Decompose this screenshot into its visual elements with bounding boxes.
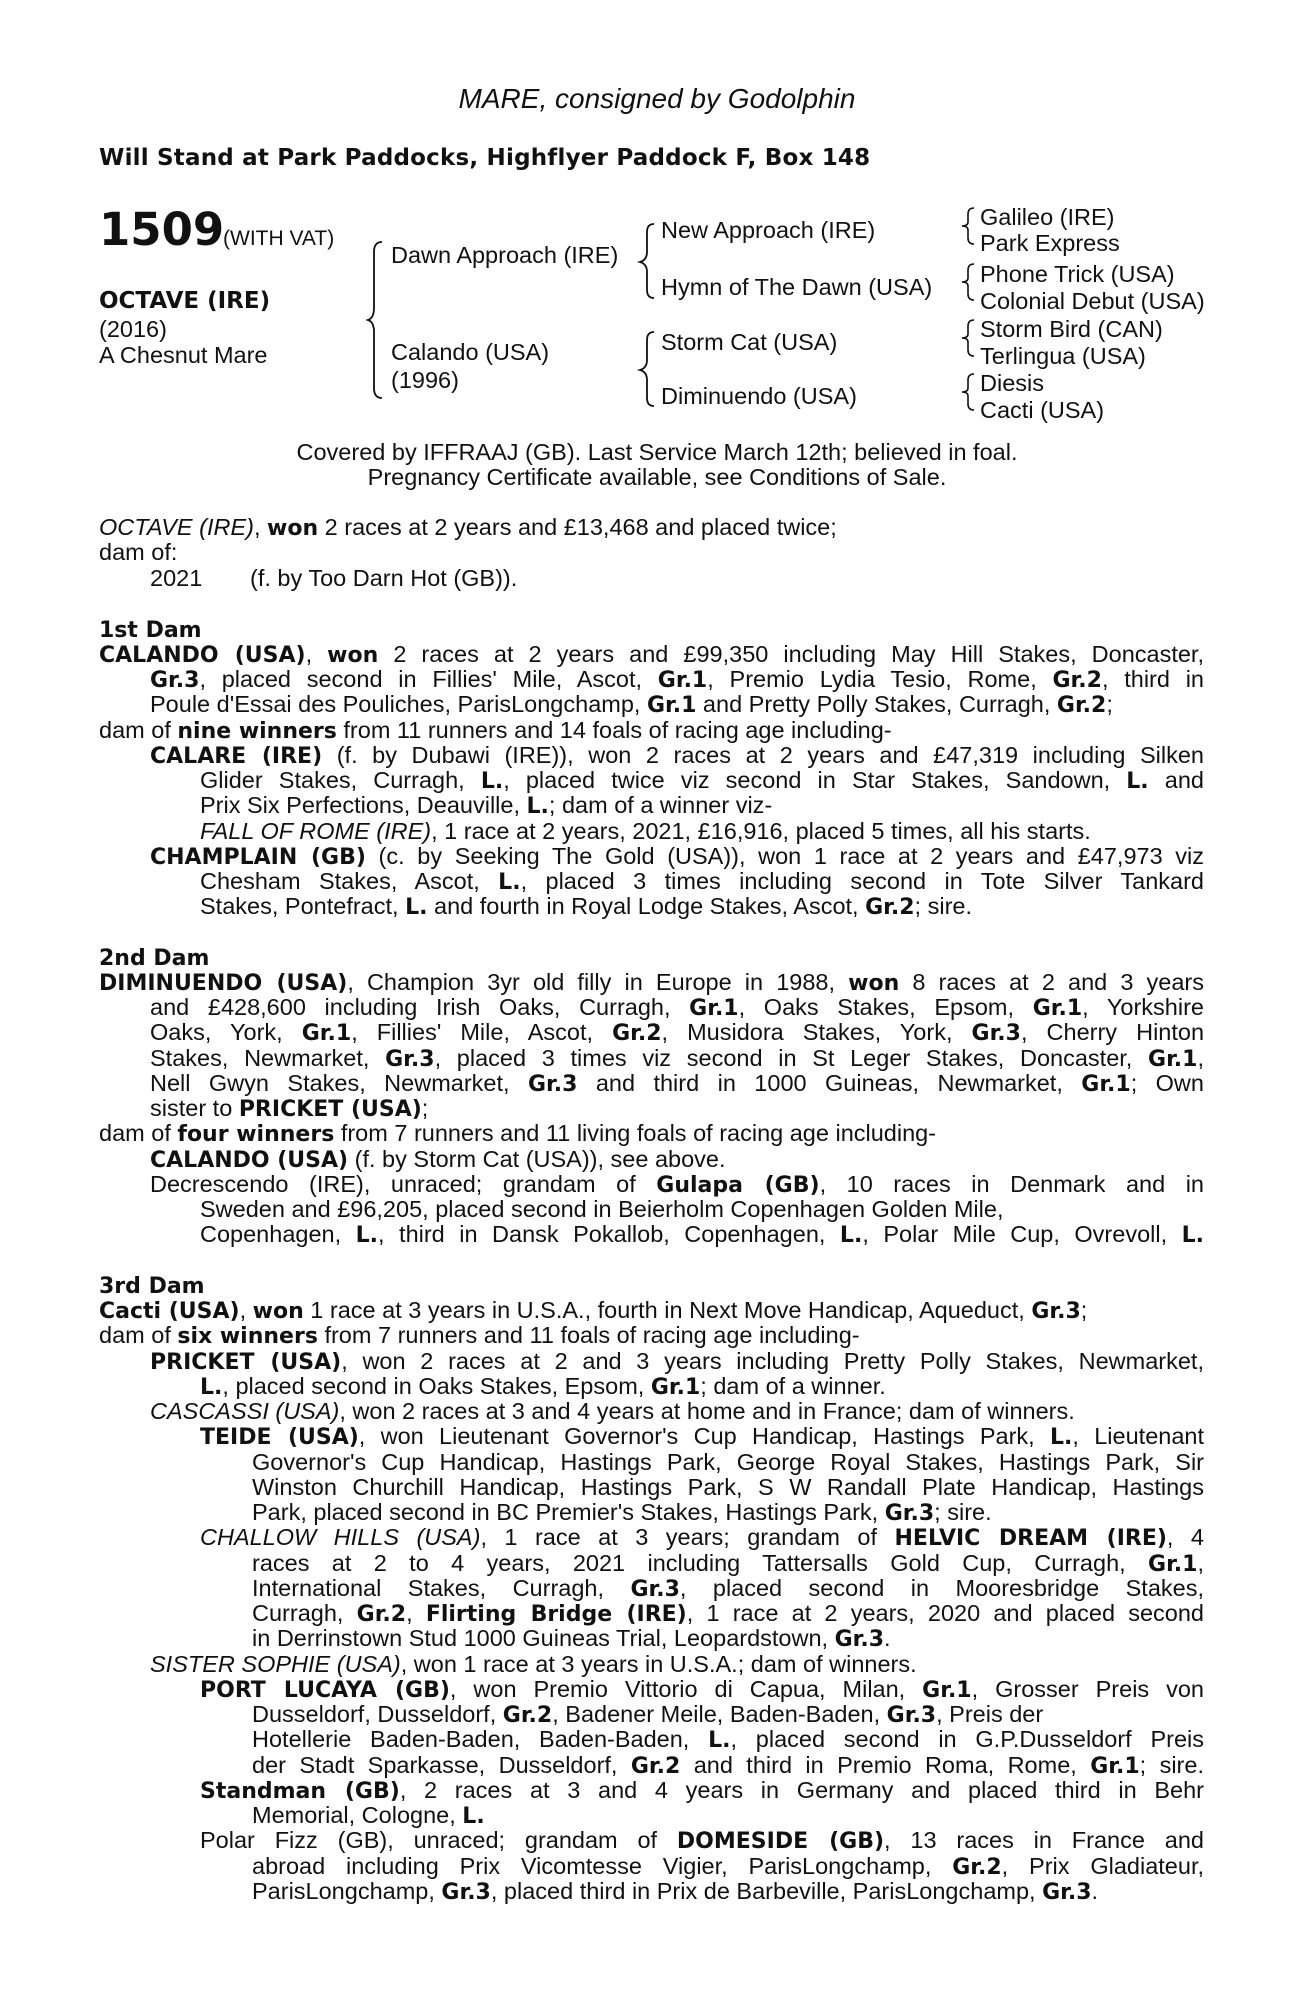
- dam3-line-12: International Stakes, Curragh, Gr.3, placed second in Mooresbridge Stakes,: [252, 1575, 1204, 1602]
- dam2-line-3: Oaks, York, Gr.1, Fillies' Mile, Ascot, Gr.2, Musidora Stakes, York, Gr.3, Cherry Hinton: [150, 1019, 1205, 1046]
- pedigree-g4-1: Galileo (IRE): [980, 204, 1115, 230]
- dam1-heading: 1st Dam: [99, 618, 202, 643]
- pedigree-brace-g2: [962, 262, 978, 302]
- dam3-line-17: Dusseldorf, Dusseldorf, Gr.2, Badener Meile, Baden-Baden, Gr.3, Preis der: [252, 1701, 1044, 1728]
- octave-progeny-year: 2021: [150, 565, 203, 591]
- pedigree-brace-dam: [640, 330, 660, 410]
- dam3-line-10: CHALLOW HILLS (USA), 1 race at 3 years; grandam of HELVIC DREAM (IRE), 4: [200, 1524, 1204, 1551]
- dam3-line-18: Hotellerie Baden-Baden, Baden-Baden, L., placed second in G.P.Dusseldorf Preis: [252, 1726, 1205, 1753]
- horse-description: A Chesnut Mare: [99, 342, 268, 368]
- dam2-line-10: Sweden and £96,205, placed second in Beierholm Copenhagen Golden Mile,: [200, 1196, 1004, 1222]
- dam3-line-16: PORT LUCAYA (GB), won Premio Vittorio di Capua, Milan, Gr.1, Grosser Preis von: [200, 1676, 1205, 1703]
- pedigree-brace-sire: [640, 222, 660, 302]
- horse-name: OCTAVE (IRE): [99, 288, 271, 314]
- dam2-line-7: dam of four winners from 7 runners and 11 living foals of racing age including-: [99, 1120, 937, 1147]
- dam3-heading: 3rd Dam: [99, 1274, 205, 1299]
- dam3-line-11: races at 2 to 4 years, 2021 including Tattersalls Gold Cup, Curragh, Gr.1,: [252, 1550, 1204, 1577]
- dam2-heading: 2nd Dam: [99, 946, 210, 971]
- dam1-line-7: Prix Six Perfections, Deauville, L.; dam of a winner viz-: [200, 792, 773, 819]
- pedigree-dam-sire: Storm Cat (USA): [661, 329, 838, 355]
- dam2-line-2: and £428,600 including Irish Oaks, Curragh, Gr.1, Oaks Stakes, Epsom, Gr.1, Yorkshire: [150, 994, 1204, 1021]
- dam3-line-21: Memorial, Cologne, L.: [252, 1802, 485, 1829]
- page-title: MARE, consigned by Godolphin: [458, 83, 856, 114]
- horse-year: (2016): [99, 316, 167, 342]
- pedigree-sire-sire: New Approach (IRE): [661, 217, 876, 243]
- pedigree-g4-8: Cacti (USA): [980, 397, 1105, 423]
- dam1-line-2: Gr.3, placed second in Fillies' Mile, Ascot, Gr.1, Premio Lydia Tesio, Rome, Gr.2, third in: [150, 666, 1204, 693]
- dam2-line-8: CALANDO (USA) (f. by Storm Cat (USA)), see above.: [150, 1146, 726, 1173]
- dam1-line-10: Chesham Stakes, Ascot, L., placed 3 times including second in Tote Silver Tankard: [200, 868, 1204, 895]
- dam3-line-23: abroad including Prix Vicomtesse Vigier, ParisLongchamp, Gr.2, Prix Gladiateur,: [252, 1853, 1204, 1880]
- dam1-line-1: CALANDO (USA), won 2 races at 2 years and £99,350 including May Hill Stakes, Doncaster,: [99, 641, 1204, 668]
- dam3-line-15: SISTER SOPHIE (USA), won 1 race at 3 years in U.S.A.; dam of winners.: [150, 1651, 917, 1677]
- octave-line-1: OCTAVE (IRE), won 2 races at 2 years and £13,468 and placed twice;: [99, 514, 837, 541]
- dam3-line-7: Governor's Cup Handicap, Hastings Park, George Royal Stakes, Hastings Park, Sir: [252, 1449, 1204, 1475]
- vat-label: (WITH VAT): [223, 227, 335, 250]
- dam2-line-5: Nell Gwyn Stakes, Newmarket, Gr.3 and third in 1000 Guineas, Newmarket, Gr.1; Own: [150, 1070, 1204, 1097]
- dam3-line-22: Polar Fizz (GB), unraced; grandam of DOMESIDE (GB), 13 races in France and: [200, 1827, 1204, 1854]
- dam3-line-6: TEIDE (USA), won Lieutenant Governor's Cup Handicap, Hastings Park, L., Lieutenant: [200, 1423, 1205, 1450]
- dam1-line-5: CALARE (IRE) (f. by Dubawi (IRE)), won 2 races at 2 years and £47,319 including Silken: [150, 742, 1204, 769]
- pedigree-g4-2: Park Express: [980, 230, 1120, 256]
- dam3-line-19: der Stadt Sparkasse, Dusseldorf, Gr.2 and third in Premio Roma, Rome, Gr.1; sire.: [252, 1752, 1204, 1779]
- dam3-line-8: Winston Churchill Handicap, Hastings Park, S W Randall Plate Handicap, Hastings: [252, 1474, 1204, 1500]
- octave-line-2: dam of:: [99, 539, 178, 565]
- octave-progeny-detail: (f. by Too Darn Hot (GB)).: [250, 565, 518, 591]
- pedigree-g4-7: Diesis: [980, 370, 1044, 396]
- pedigree-brace-main: [368, 240, 388, 400]
- dam3-line-24: ParisLongchamp, Gr.3, placed third in Prix de Barbeville, ParisLongchamp, Gr.3.: [252, 1878, 1099, 1905]
- dam2-line-6: sister to PRICKET (USA);: [150, 1095, 429, 1122]
- pedigree-dam-dam: Diminuendo (USA): [661, 383, 857, 409]
- dam3-line-2: dam of six winners from 7 runners and 11 foals of racing age including-: [99, 1322, 860, 1349]
- pedigree-brace-g4: [962, 372, 978, 412]
- dam1-line-3: Poule d'Essai des Pouliches, ParisLongchamp, Gr.1 and Pretty Polly Stakes, Curragh, Gr.2;: [150, 691, 1113, 718]
- dam1-line-4: dam of nine winners from 11 runners and 14 foals of racing age including-: [99, 717, 892, 744]
- dam1-line-9: CHAMPLAIN (GB) (c. by Seeking The Gold (USA)), won 1 race at 2 years and £47,973 viz: [150, 843, 1204, 870]
- lot-number: 1509: [99, 203, 225, 256]
- pedigree-dam: Calando (USA): [391, 339, 550, 365]
- dam1-line-6: Glider Stakes, Curragh, L., placed twice viz second in Star Stakes, Sandown, L. and: [200, 767, 1204, 794]
- dam3-line-5: CASCASSI (USA), won 2 races at 3 and 4 years at home and in France; dam of winners.: [150, 1398, 1075, 1424]
- pedigree-g4-5: Storm Bird (CAN): [980, 316, 1163, 342]
- pedigree-brace-g3: [962, 318, 978, 358]
- covered-line-1: Covered by IFFRAAJ (GB). Last Service March 12th; believed in foal.: [296, 439, 1018, 465]
- dam3-line-3: PRICKET (USA), won 2 races at 2 and 3 years including Pretty Polly Stakes, Newmarket,: [150, 1348, 1204, 1375]
- dam2-line-1: DIMINUENDO (USA), Champion 3yr old filly in Europe in 1988, won 8 races at 2 and 3 years: [99, 969, 1204, 996]
- pedigree-sire: Dawn Approach (IRE): [391, 242, 619, 268]
- pedigree-sire-dam: Hymn of The Dawn (USA): [661, 274, 933, 300]
- pedigree-dam-year: (1996): [391, 367, 459, 393]
- dam3-line-1: Cacti (USA), won 1 race at 3 years in U.S.A., fourth in Next Move Handicap, Aqueduct, Gr.3;: [99, 1297, 1088, 1324]
- dam1-line-11: Stakes, Pontefract, L. and fourth in Royal Lodge Stakes, Ascot, Gr.2; sire.: [200, 893, 973, 920]
- dam2-line-11: Copenhagen, L., third in Dansk Pokallob, Copenhagen, L., Polar Mile Cup, Ovrevoll, L.: [200, 1221, 1204, 1248]
- dam3-line-20: Standman (GB), 2 races at 3 and 4 years in Germany and placed third in Behr: [200, 1777, 1204, 1804]
- dam1-line-8: FALL OF ROME (IRE), 1 race at 2 years, 2021, £16,916, placed 5 times, all his starts.: [200, 818, 1091, 844]
- dam3-line-14: in Derrinstown Stud 1000 Guineas Trial, Leopardstown, Gr.3.: [252, 1625, 891, 1652]
- dam3-line-13: Curragh, Gr.2, Flirting Bridge (IRE), 1 race at 2 years, 2020 and placed second: [252, 1600, 1204, 1627]
- dam3-line-4: L., placed second in Oaks Stakes, Epsom, Gr.1; dam of a winner.: [200, 1373, 886, 1400]
- pedigree-g4-6: Terlingua (USA): [980, 343, 1146, 369]
- pedigree-g4-4: Colonial Debut (USA): [980, 288, 1205, 314]
- pedigree-g4-3: Phone Trick (USA): [980, 261, 1175, 287]
- covered-line-2: Pregnancy Certificate available, see Conditions of Sale.: [367, 464, 947, 490]
- dam2-line-4: Stakes, Newmarket, Gr.3, placed 3 times viz second in St Leger Stakes, Doncaster, Gr.1,: [150, 1045, 1204, 1072]
- dam3-line-9: Park, placed second in BC Premier's Stakes, Hastings Park, Gr.3; sire.: [252, 1499, 992, 1526]
- dam2-line-9: Decrescendo (IRE), unraced; grandam of Gulapa (GB), 10 races in Denmark and in: [150, 1171, 1204, 1198]
- stand-location: Will Stand at Park Paddocks, Highflyer Paddock F, Box 148: [99, 145, 871, 171]
- pedigree-brace-g1: [962, 206, 978, 246]
